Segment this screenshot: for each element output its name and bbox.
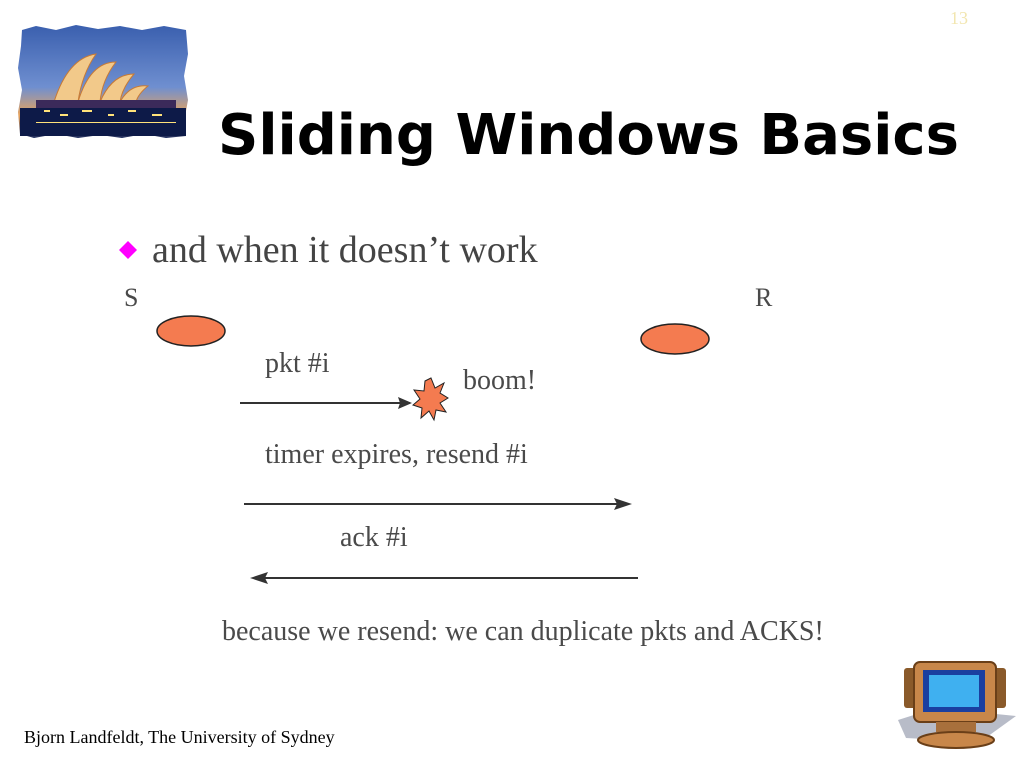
slide-number: 13 <box>950 8 968 28</box>
receiver-node <box>641 324 709 354</box>
slide-title: Sliding Windows Basics <box>218 103 959 168</box>
explosion-icon <box>413 378 448 420</box>
lost-packet-arrowhead <box>398 397 412 409</box>
footer-text: Bjorn Landfeldt, The University of Sydney <box>24 727 335 747</box>
bullet-text: and when it doesn’t work <box>152 229 538 271</box>
loss-label: boom! <box>463 365 537 396</box>
ack-label: ack #i <box>340 522 408 553</box>
packet-label: pkt #i <box>265 348 330 379</box>
sender-label: S <box>124 283 139 312</box>
conclusion-text: because we resend: we can duplicate pkts and ACKS! <box>222 616 824 647</box>
computer-icon <box>896 660 1018 752</box>
sender-node <box>157 316 225 346</box>
receiver-label: R <box>755 283 773 312</box>
timer-label: timer expires, resend #i <box>265 439 528 470</box>
